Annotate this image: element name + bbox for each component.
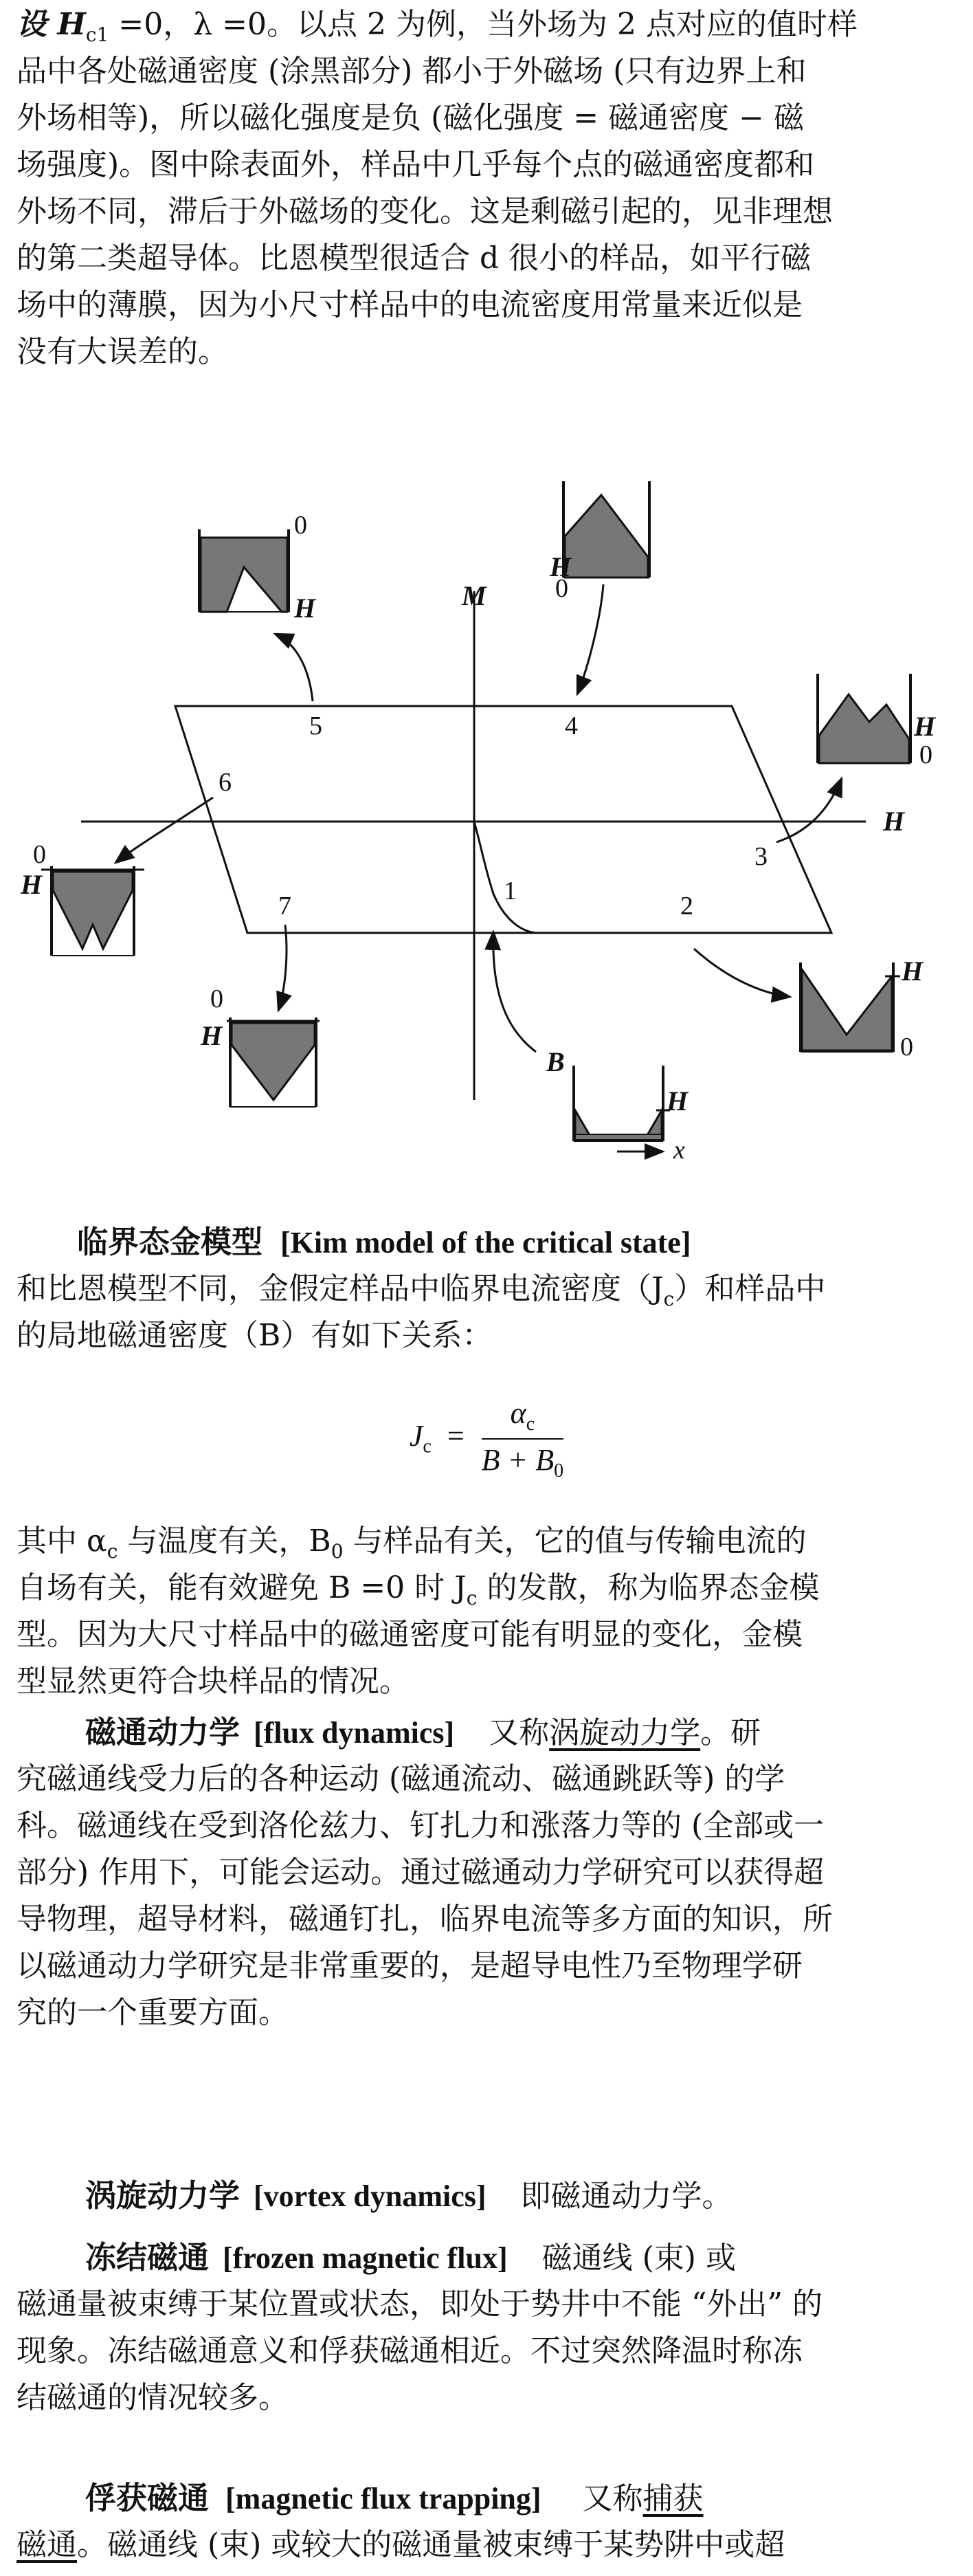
text-line: 其中 $\alpha_c$ 与温度有关，$B_0$ 与样品有关，它的值与传输电流的 <box>16 1523 807 1563</box>
point-label-3: 3 <box>754 842 768 871</box>
text-line: 自场有关，能有效避免 B =0 时 $J_c$ 的发散，称为临界态金模 <box>16 1570 820 1609</box>
inset-1-b-label: B <box>546 1046 565 1077</box>
text-line: 科。磁通线在受到洛伦兹力、钉扎力和涨落力等的 (全部或一 <box>16 1808 825 1843</box>
cross-reference-link[interactable]: 涡旋动力学 <box>549 1715 701 1750</box>
inset-5-zero: 0 <box>294 511 307 540</box>
entry-term: 俘获磁通 <box>85 2480 210 2516</box>
text-line: 部分) 作用下，可能会运动。通过磁通动力学研究可以获得超 <box>16 1855 825 1890</box>
text-fragment: 设 H <box>16 7 86 42</box>
entry-english: [Kim model of the critical state] <box>280 1226 691 1259</box>
text-fragment: ）和样品中 <box>674 1271 826 1306</box>
entry-english: [frozen magnetic flux] <box>223 2241 508 2275</box>
inset-2-h: H <box>902 956 924 987</box>
text-line: 究磁通线受力后的各种运动 (磁通流动、磁通跳跃等) 的学 <box>16 1761 785 1796</box>
h-axis-label: H <box>883 806 905 837</box>
text-line <box>16 2522 957 2568</box>
arrow-to-inset-4 <box>577 584 603 694</box>
vortex-dynamics-entry <box>16 2172 957 2219</box>
text-line: 究的一个重要方面。 <box>16 1995 289 2030</box>
inset-4-zero: 0 <box>555 574 568 603</box>
text-fragment: 其中 α <box>16 1523 107 1559</box>
text-line: 场强度)。图中除表面外，样品中几乎每个点的磁通密度都和 <box>16 147 815 182</box>
text-fragment: 磁通线 (束) 或 <box>541 2241 736 2276</box>
formula-numerator-sub: c <box>526 1413 535 1435</box>
text-fragment: 。磁通线 (束) 或较大的磁通量被束缚于某势阱中或超 <box>77 2527 785 2562</box>
text-line: 结磁通的情况较多。 <box>16 2380 289 2415</box>
formula-denominator: B + B <box>481 1442 555 1477</box>
arrow-from-inset-1 <box>493 932 536 1052</box>
entry-english: [vortex dynamics] <box>254 2179 486 2213</box>
entry-english: [flux dynamics] <box>254 1716 455 1750</box>
inset-3-h: H <box>914 711 936 742</box>
text-line: 外场相等)，所以磁化强度是负 (磁化强度 = 磁通密度 − 磁 <box>16 100 804 135</box>
inset-3 <box>818 674 937 769</box>
text-line: 型。因为大尺寸样品中的磁通密度可能有明显的变化，金模 <box>16 1617 803 1652</box>
inset-1 <box>546 1046 689 1165</box>
entry-term: 冻结磁通 <box>85 2239 210 2276</box>
entry-definition: 即磁通动力学。 <box>520 2179 732 2214</box>
entry-english: [magnetic flux trapping] <box>225 2482 541 2516</box>
entry-heading-line <box>16 1219 957 1266</box>
text-fragment: 与温度有关，B <box>118 1523 331 1559</box>
point-label-1: 1 <box>504 877 517 905</box>
cross-reference-link[interactable]: 磁通 <box>16 2527 77 2562</box>
inset-4-h: H <box>550 551 572 582</box>
entry-term: 临界态金模型 <box>77 1224 263 1260</box>
text-line: 磁通量被束缚于某位置或状态，即处于势井中不能 “外出” 的 <box>16 2287 823 2322</box>
arrow-to-inset-6 <box>115 797 213 863</box>
inset-2 <box>801 956 924 1061</box>
inset-5 <box>199 511 317 624</box>
inset-7 <box>200 984 320 1107</box>
inset-7-zero: 0 <box>210 984 223 1013</box>
formula-fraction <box>482 1396 563 1482</box>
inset-6 <box>20 840 144 956</box>
inset-6-zero: 0 <box>33 840 46 869</box>
text-line: 现象。冻结磁通意义和俘获磁通相近。不过突然降温时称冻 <box>16 2333 803 2368</box>
arrow-to-inset-2 <box>694 949 790 997</box>
text-line <box>16 1266 957 1312</box>
text-line: 外场不同，滞后于外磁场的变化。这是剩磁引起的，见非理想 <box>16 194 833 229</box>
inset-5-h: H <box>294 593 316 624</box>
inset-4 <box>549 481 649 603</box>
text-line: 场中的薄膜，因为小尺寸样品中的电流密度用常量来近似是 <box>16 287 803 322</box>
inset-7-h: H <box>201 1020 223 1051</box>
flux-trapping-entry <box>16 2475 957 2568</box>
text-line <box>16 1 957 48</box>
text-line: 品中各处磁通密度 (涂黑部分) 都小于外磁场 (只有边界上和 <box>16 54 807 89</box>
inset-1-x-label: x <box>673 1136 685 1165</box>
subscript: c1 <box>85 23 109 46</box>
entry-term: 磁通动力学 <box>85 1714 241 1750</box>
point-label-2: 2 <box>680 892 693 921</box>
point-label-4: 4 <box>565 712 578 740</box>
formula-lhs: J <box>409 1418 423 1453</box>
frozen-flux-entry <box>16 2234 957 2421</box>
inset-2-zero: 0 <box>900 1033 913 1061</box>
text-fragment: 。研 <box>700 1715 761 1750</box>
kim-model-explanation <box>16 1518 957 1705</box>
text-line: 导物理，超导材料，磁通钉扎，临界电流等多方面的知识，所 <box>16 1902 833 1937</box>
text-line: 的第二类超导体。比恩模型很适合 d 很小的样品，如平行磁 <box>16 241 812 276</box>
formula-numerator: α <box>510 1396 526 1430</box>
kim-model-entry <box>16 1219 957 1359</box>
inset-1-h: H <box>667 1086 689 1116</box>
text-line: 型显然更符合块样品的情况。 <box>16 1664 410 1699</box>
m-axis-label: M <box>462 580 486 611</box>
entry-term: 涡旋动力学 <box>85 2177 241 2214</box>
alias-prefix: 又称 <box>582 2481 643 2516</box>
text-fragment: =0，λ =0。以点 2 为例，当外场为 2 点对应的值时样 <box>109 7 858 42</box>
entry-heading-line <box>16 2234 957 2281</box>
point-label-5: 5 <box>309 712 322 740</box>
top-paragraph <box>16 1 957 375</box>
text-line: 以磁通动力学研究是非常重要的，是超导电性乃至物理学研 <box>16 1948 803 1983</box>
inset-6-h: H <box>21 869 43 900</box>
flux-dynamics-entry <box>16 1709 957 2036</box>
magnetization-hysteresis-figure <box>0 474 973 1217</box>
subscript: c <box>663 1287 675 1310</box>
alias-prefix: 又称 <box>489 1715 550 1750</box>
text-line: 的局地磁通密度（B）有如下关系： <box>16 1318 493 1353</box>
arrow-to-inset-7 <box>278 925 287 1011</box>
cross-reference-link[interactable]: 捕获 <box>642 2481 704 2516</box>
entry-heading-line <box>16 1709 957 1756</box>
entry-heading-line <box>16 2172 957 2219</box>
inset-3-zero: 0 <box>919 740 932 769</box>
kim-formula: $J_c$ = $\frac{\alpha_c}{B + B_0}$ <box>409 1396 564 1482</box>
text-fragment: 与样品有关，它的值与传输电流的 <box>343 1523 807 1559</box>
point-label-6: 6 <box>219 768 232 797</box>
arrow-to-inset-5 <box>275 634 313 701</box>
formula-denominator-sub: 0 <box>554 1460 564 1482</box>
text-fragment: 自场有关，能有效避免 B =0 时 J <box>16 1570 467 1605</box>
text-line: 没有大误差的。 <box>16 334 228 369</box>
text-fragment: 的发散，称为临界态金模 <box>477 1570 820 1605</box>
formula-lhs-sub: c <box>423 1435 432 1457</box>
entry-heading-line <box>16 2475 957 2522</box>
text-fragment: 和比恩模型不同，金假定样品中临界电流密度（J <box>16 1271 664 1306</box>
point-label-7: 7 <box>278 892 291 921</box>
